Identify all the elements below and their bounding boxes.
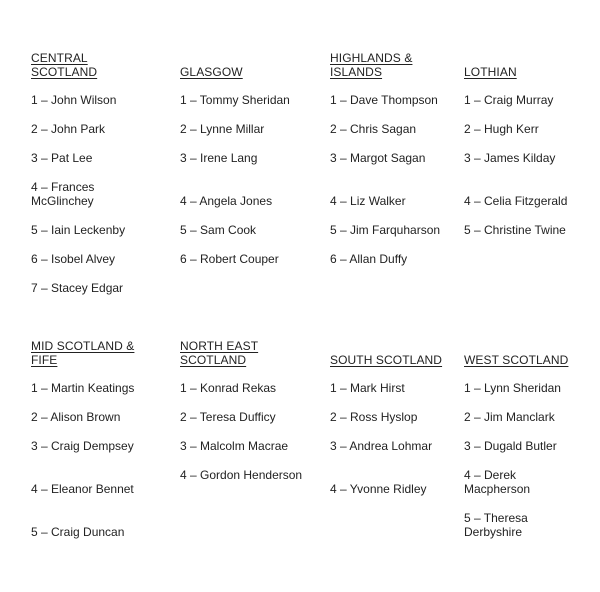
- candidate-entry: 5 – Christine Twine: [464, 223, 566, 237]
- candidate-entry: 5 – Iain Leckenby: [31, 223, 126, 237]
- candidate-entry: 3 – Pat Lee: [31, 151, 93, 165]
- candidate-entry: 1 – Lynn Sheridan: [464, 381, 561, 395]
- candidate-entry: 6 – Allan Duffy: [330, 252, 408, 266]
- candidate-entry: 3 – Dugald Butler: [464, 439, 557, 453]
- candidate-entry: 7 – Stacey Edgar: [31, 281, 124, 295]
- candidate-entry: 5 – Sam Cook: [180, 223, 257, 237]
- candidate-entry: 6 – Robert Couper: [180, 252, 279, 266]
- candidate-entry: 1 – Craig Murray: [464, 93, 554, 107]
- candidate-entry: 4 – Liz Walker: [330, 194, 406, 208]
- candidate-entry: 4 – Angela Jones: [180, 194, 273, 208]
- candidate-entry: 2 – Lynne Millar: [180, 122, 265, 136]
- candidate-entry: 4 – Eleanor Bennet: [31, 482, 134, 496]
- candidate-entry: 2 – Hugh Kerr: [464, 122, 539, 136]
- candidate-entry: 4 – Derek Macpherson: [464, 468, 531, 496]
- candidate-entry: 3 – Andrea Lohmar: [330, 439, 433, 453]
- candidate-entry: 1 – Dave Thompson: [330, 93, 438, 107]
- candidate-entry: 4 – Celia Fitzgerald: [464, 194, 568, 208]
- region-heading: WEST SCOTLAND: [464, 353, 569, 367]
- candidate-entry: 3 – Malcolm Macrae: [180, 439, 289, 453]
- region-heading: SOUTH SCOTLAND: [330, 353, 443, 367]
- candidate-entry: 3 – Irene Lang: [180, 151, 258, 165]
- candidate-entry: 1 – John Wilson: [31, 93, 117, 107]
- candidate-entry: 2 – Chris Sagan: [330, 122, 417, 136]
- candidate-entry: 3 – James Kilday: [464, 151, 556, 165]
- region-heading: CENTRAL SCOTLAND: [31, 51, 98, 79]
- region-heading: NORTH EAST SCOTLAND: [180, 339, 259, 367]
- region-heading: HIGHLANDS & ISLANDS: [330, 51, 413, 79]
- candidate-entry: 1 – Konrad Rekas: [180, 381, 277, 395]
- region-heading: MID SCOTLAND & FIFE: [31, 339, 135, 367]
- candidate-entry: 1 – Martin Keatings: [31, 381, 135, 395]
- candidate-entry: 4 – Gordon Henderson: [180, 468, 303, 482]
- candidate-entry: 1 – Tommy Sheridan: [180, 93, 290, 107]
- candidate-entry: 2 – Ross Hyslop: [330, 410, 418, 424]
- candidate-entry: 5 – Theresa Derbyshire: [464, 511, 528, 539]
- candidate-entry: 5 – Craig Duncan: [31, 525, 125, 539]
- candidate-entry: 3 – Margot Sagan: [330, 151, 426, 165]
- candidate-entry: 2 – John Park: [31, 122, 106, 136]
- candidate-entry: 3 – Craig Dempsey: [31, 439, 134, 453]
- region-heading: GLASGOW: [180, 65, 243, 79]
- candidate-entry: 2 – Teresa Dufficy: [180, 410, 276, 424]
- candidate-entry: 2 – Jim Manclark: [464, 410, 555, 424]
- candidate-entry: 2 – Alison Brown: [31, 410, 121, 424]
- candidate-entry: 4 – Yvonne Ridley: [330, 482, 427, 496]
- candidate-entry: 6 – Isobel Alvey: [31, 252, 116, 266]
- candidate-entry: 1 – Mark Hirst: [330, 381, 405, 395]
- candidate-entry: 4 – Frances McGlinchey: [31, 180, 95, 208]
- region-heading: LOTHIAN: [464, 65, 517, 79]
- candidate-entry: 5 – Jim Farquharson: [330, 223, 441, 237]
